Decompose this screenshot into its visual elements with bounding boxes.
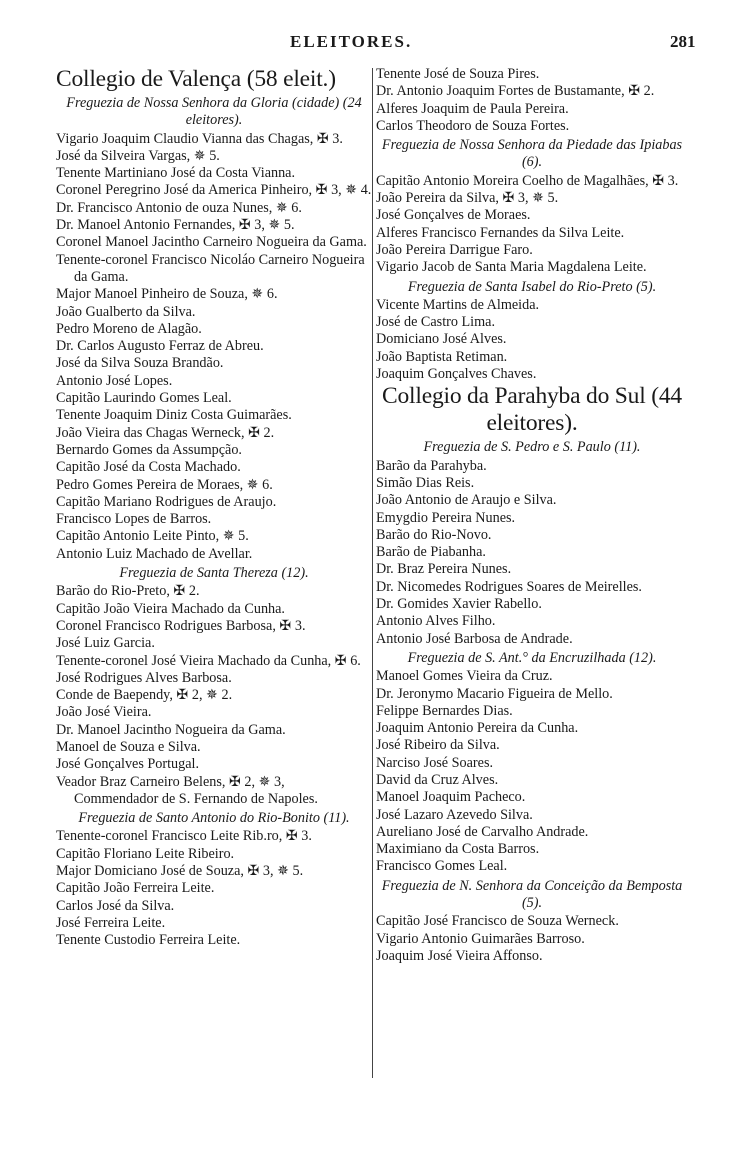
elector-entry: José Gonçalves Portugal. xyxy=(56,756,200,773)
elector-entry: Major Domiciano José de Souza, ✠ 3, ✵ 5. xyxy=(56,863,304,880)
college-title-parahyba: Collegio da Parahyba do Sul (44 eleitores). xyxy=(382,383,682,437)
parish-heading: Freguezia de Nossa Senhora da Gloria (cidade) (24 eleitores). xyxy=(66,95,362,129)
parish-section xyxy=(376,650,688,876)
elector-entry: Coronel Peregrino José da America Pinheiro, ✠ 3, ✵ 4. xyxy=(56,182,372,199)
elector-entry: Dr. Manoel Antonio Fernandes, ✠ 3, ✵ 5. xyxy=(56,217,295,234)
parish-section xyxy=(376,439,688,648)
elector-entry: Tenente-coronel Francisco Nicoláo Carneiro Nogueira da Gama. xyxy=(56,251,365,285)
elector-entry: Dr. Francisco Antonio de ouza Nunes, ✵ 6. xyxy=(56,199,302,216)
elector-entry: Tenente-coronel Francisco Leite Rib.ro, ✠ 3. xyxy=(56,828,312,845)
elector-entry: Tenente Joaquim Diniz Costa Guimarães. xyxy=(56,407,292,424)
elector-entry: José Rodrigues Alves Barbosa. xyxy=(56,669,232,686)
continued-entry-list xyxy=(376,66,688,135)
elector-entry: João Baptista Retiman. xyxy=(376,348,508,365)
elector-entry: Tenente-coronel José Vieira Machado da Cunha, ✠ 6. xyxy=(56,652,361,669)
parish-heading: Freguezia de Nossa Senhora da Piedade das Ipiabas (6). xyxy=(381,137,683,171)
elector-entry: Joaquim José Vieira Affonso. xyxy=(376,947,543,964)
parish-heading: Freguezia de Santa Isabel do Rio-Preto (5). xyxy=(407,278,657,295)
elector-entry: Francisco Gomes Leal. xyxy=(376,858,508,875)
elector-entry: Capitão José da Costa Machado. xyxy=(56,459,241,476)
elector-entry: Vigario Jacob de Santa Maria Magdalena Leite. xyxy=(376,259,647,276)
right-section-list-a xyxy=(376,137,688,383)
parish-heading: Freguezia de S. Ant.° da Encruzilhada (12). xyxy=(407,649,657,666)
elector-entry: Dr. Carlos Augusto Ferraz de Abreu. xyxy=(56,338,264,355)
elector-entry: Pedro Moreno de Alagão. xyxy=(56,320,202,337)
elector-entry: José da Silva Souza Brandão. xyxy=(56,355,224,372)
parish-section xyxy=(376,279,688,384)
elector-entry: João Antonio de Araujo e Silva. xyxy=(376,492,557,509)
elector-entry: Capitão Antonio Moreira Coelho de Magalhães, ✠ 3. xyxy=(376,172,679,189)
elector-entry: João Vieira das Chagas Werneck, ✠ 2. xyxy=(56,424,275,441)
elector-entry: Tenente Martiniano José da Costa Vianna. xyxy=(56,165,296,182)
elector-entry: Capitão Antonio Leite Pinto, ✵ 5. xyxy=(56,528,249,545)
elector-entry: Barão de Piabanha. xyxy=(376,544,486,561)
elector-entry: José da Silveira Vargas, ✵ 5. xyxy=(56,147,220,164)
parish-section xyxy=(56,95,372,563)
elector-entry: Major Manoel Pinheiro de Souza, ✵ 6. xyxy=(56,286,278,303)
elector-entry: Dr. Jeronymo Macario Figueira de Mello. xyxy=(376,685,613,702)
elector-entry: Vigario Joaquim Claudio Vianna das Chagas, ✠ 3. xyxy=(56,130,343,147)
elector-entry: Alferes Francisco Fernandes da Silva Leite. xyxy=(376,224,625,241)
elector-entry: Capitão José Francisco de Souza Werneck. xyxy=(376,913,619,930)
elector-entry: Conde de Baependy, ✠ 2, ✵ 2. xyxy=(56,687,233,704)
elector-entry: Antonio José Lopes. xyxy=(56,372,173,389)
elector-entry: José Ferreira Leite. xyxy=(56,914,166,931)
parish-heading: Freguezia de Santa Thereza (12). xyxy=(119,565,309,582)
elector-entry: Domiciano José Alves. xyxy=(376,331,507,348)
parish-section xyxy=(56,810,372,949)
elector-entry: José Lazaro Azevedo Silva. xyxy=(376,806,533,823)
elector-entry: Alferes Joaquim de Paula Pereira. xyxy=(376,100,569,117)
parish-section xyxy=(376,878,688,965)
elector-entry: Capitão João Ferreira Leite. xyxy=(56,880,215,897)
elector-entry: Carlos José da Silva. xyxy=(56,897,175,914)
parish-heading: Freguezia de S. Pedro e S. Paulo (11). xyxy=(423,439,641,456)
elector-entry: João Pereira da Silva, ✠ 3, ✵ 5. xyxy=(376,190,559,207)
elector-entry: Francisco Lopes de Barros. xyxy=(56,511,212,528)
elector-entry: Dr. Manoel Jacintho Nogueira da Gama. xyxy=(56,721,286,738)
elector-entry: José Ribeiro da Silva. xyxy=(376,737,500,754)
college-title-valenca: Collegio de Valença (58 eleit.) xyxy=(56,66,336,92)
parish-section xyxy=(56,565,372,808)
elector-entry: Narciso José Soares. xyxy=(376,754,494,771)
elector-entry: Manoel de Souza e Silva. xyxy=(56,738,201,755)
elector-entry: Capitão Floriano Leite Ribeiro. xyxy=(56,845,235,862)
elector-entry: Barão do Rio-Novo. xyxy=(376,526,492,543)
elector-entry: Carlos Theodoro de Souza Fortes. xyxy=(376,117,570,134)
elector-entry: Antonio Luiz Machado de Avellar. xyxy=(56,545,253,562)
elector-entry: Manoel Gomes Vieira da Cruz. xyxy=(376,668,553,685)
elector-entry: Maximiano da Costa Barros. xyxy=(376,841,540,858)
elector-entry: Antonio José Barbosa de Andrade. xyxy=(376,630,573,647)
elector-entry: Vicente Martins de Almeida. xyxy=(376,296,540,313)
page-number: 281 xyxy=(670,32,696,51)
elector-entry: Bernardo Gomes da Assumpção. xyxy=(56,441,242,458)
right-column xyxy=(376,66,688,965)
elector-entry: Pedro Gomes Pereira de Moraes, ✵ 6. xyxy=(56,476,273,493)
elector-entry: Simão Dias Reis. xyxy=(376,474,475,491)
elector-entry: José Luiz Garcia. xyxy=(56,635,155,652)
elector-entry: Capitão João Vieira Machado da Cunha. xyxy=(56,600,285,617)
elector-entry: Joaquim Gonçalves Chaves. xyxy=(376,366,537,383)
running-head: ELEITORES. xyxy=(290,32,413,51)
elector-entry: Capitão Laurindo Gomes Leal. xyxy=(56,390,232,407)
elector-entry: Dr. Gomides Xavier Rabello. xyxy=(376,596,542,613)
elector-entry: João Pereira Darrigue Faro. xyxy=(376,241,533,258)
left-section-list xyxy=(56,95,372,950)
parish-heading: Freguezia de N. Senhora da Conceição da Bemposta (5). xyxy=(381,877,683,912)
elector-entry: Veador Braz Carneiro Belens, ✠ 2, ✵ 3, Commendador de S. Fernando de Napoles. xyxy=(56,773,318,807)
elector-entry: Vigario Antonio Guimarães Barroso. xyxy=(376,930,585,947)
parish-section xyxy=(376,137,688,276)
elector-entry: David da Cruz Alves. xyxy=(376,771,499,788)
elector-entry: Dr. Antonio Joaquim Fortes de Bustamante, ✠ 2. xyxy=(376,83,655,100)
elector-entry: Manoel Joaquim Pacheco. xyxy=(376,789,526,806)
elector-entry: Aureliano José de Carvalho Andrade. xyxy=(376,823,589,840)
elector-entry: João Gualberto da Silva. xyxy=(56,303,196,320)
elector-entry: Dr. Nicomedes Rodrigues Soares de Meirelles. xyxy=(376,578,642,595)
left-column xyxy=(56,66,372,950)
elector-entry: Joaquim Antonio Pereira da Cunha. xyxy=(376,720,579,737)
elector-entry: João José Vieira. xyxy=(56,704,152,721)
elector-entry: Capitão Mariano Rodrigues de Araujo. xyxy=(56,493,277,510)
elector-entry: Dr. Braz Pereira Nunes. xyxy=(376,561,512,578)
elector-entry: Coronel Manoel Jacintho Carneiro Nogueira da Gama. xyxy=(56,234,367,251)
elector-entry: Barão da Parahyba. xyxy=(376,457,487,474)
elector-entry: Barão do Rio-Preto, ✠ 2. xyxy=(56,583,200,600)
column-divider xyxy=(372,68,373,1078)
elector-entry: José de Castro Lima. xyxy=(376,314,495,331)
elector-entry: Tenente José de Souza Pires. xyxy=(376,66,540,82)
elector-entry: Coronel Francisco Rodrigues Barbosa, ✠ 3. xyxy=(56,617,306,634)
elector-entry: Antonio Alves Filho. xyxy=(376,613,496,630)
elector-entry: Tenente Custodio Ferreira Leite. xyxy=(56,932,241,949)
elector-entry: Emygdio Pereira Nunes. xyxy=(376,509,516,526)
right-section-list-b xyxy=(376,439,688,965)
elector-entry: José Gonçalves de Moraes. xyxy=(376,207,531,224)
parish-heading: Freguezia de Santo Antonio do Rio-Bonito (11). xyxy=(78,810,350,827)
elector-entry: Felippe Bernardes Dias. xyxy=(376,702,513,719)
